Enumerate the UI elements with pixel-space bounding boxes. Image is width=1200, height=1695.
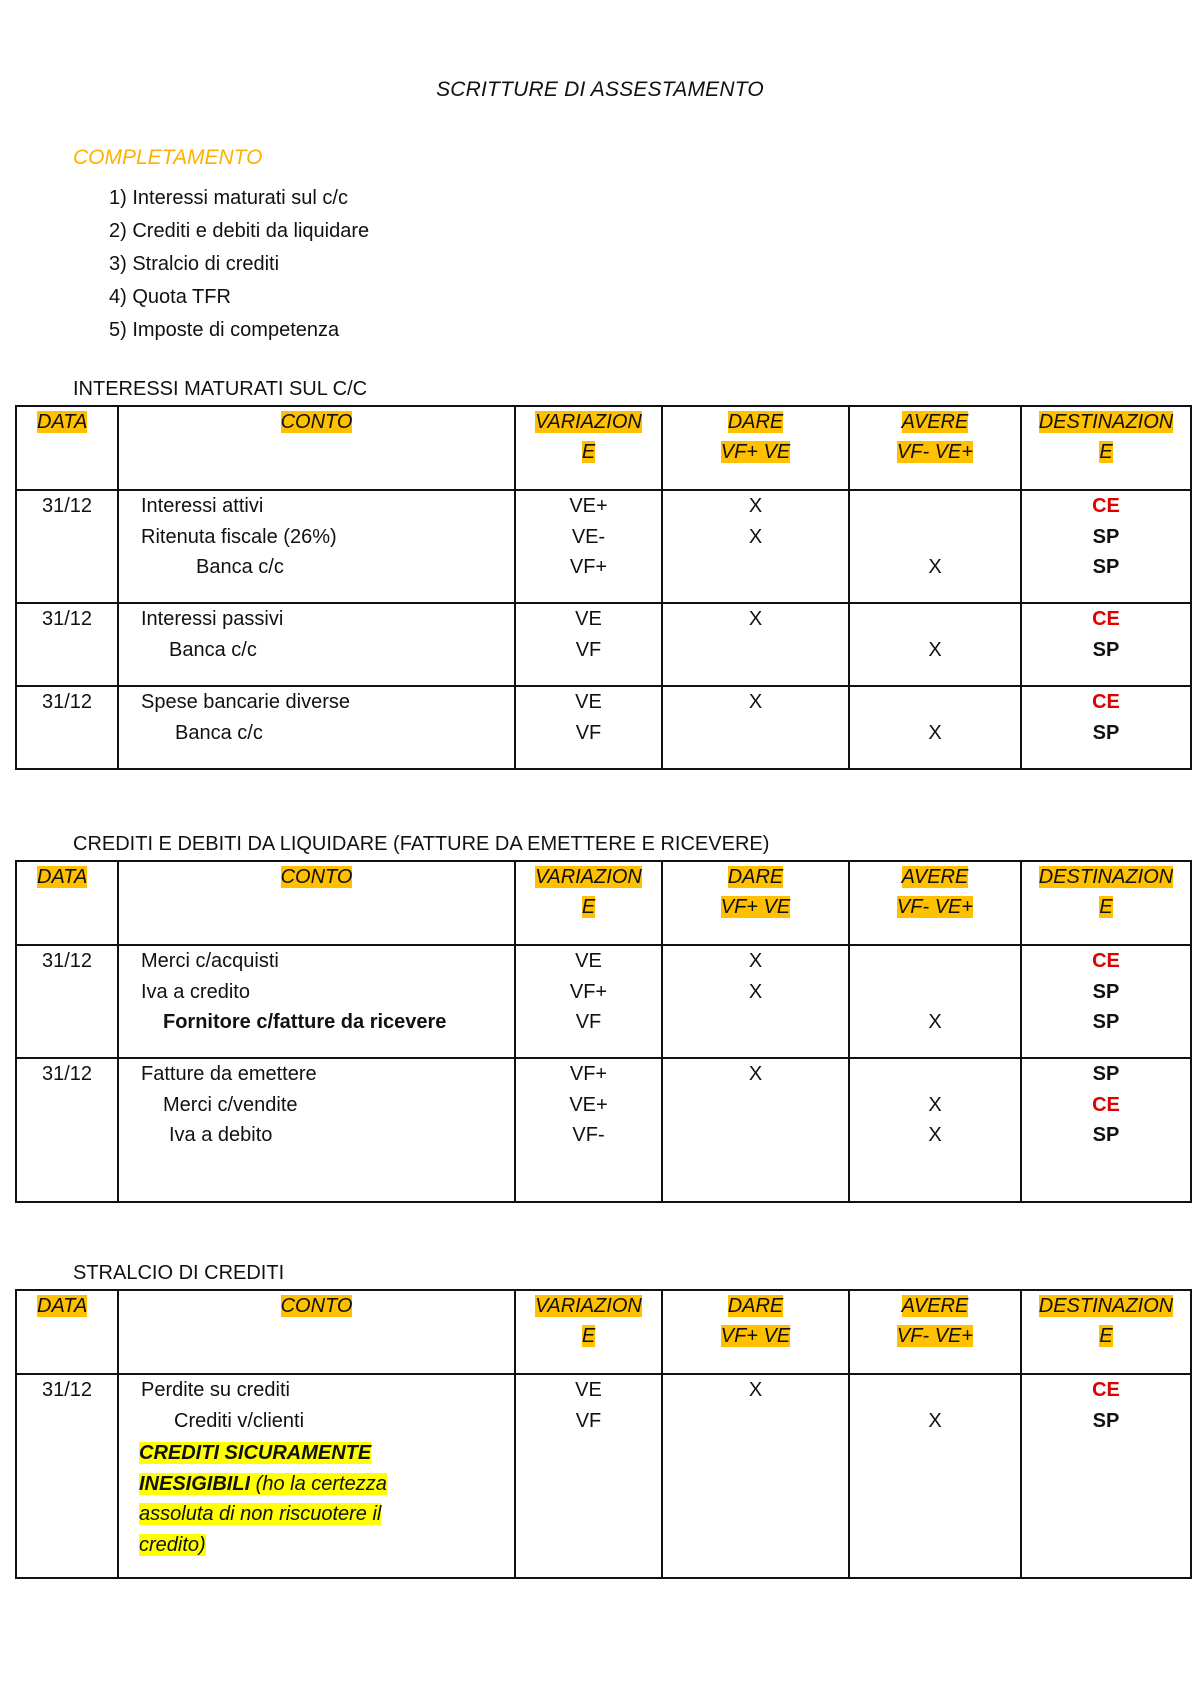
conto-line: Banca c/c [169,638,257,661]
header-avere-2: VF- VE+ [896,896,974,918]
destinazione-ce: CE [1092,1093,1120,1116]
avere-mark [850,1059,1020,1090]
header-dare-2: VF+ VE [720,896,791,918]
list-item: 5) Imposte di competenza [109,319,340,341]
completamento-heading: COMPLETAMENTO [73,146,263,169]
header-variazione-2: E [581,441,596,463]
date-cell: 31/12 [16,603,118,686]
table-row [16,945,1191,1058]
list-item: 3) Stralcio di crediti [109,253,280,275]
header-avere-2: VF- VE+ [896,441,974,463]
avere-mark: X [928,721,942,744]
dare-mark [663,718,848,749]
header-data: DATA [37,1295,88,1317]
destinazione-sp: SP [1092,1124,1120,1146]
header-destinazione: DESTINAZION [1038,1295,1174,1317]
header-avere: AVERE [901,866,969,888]
avere-mark: X [928,1124,942,1146]
variazione-value: VF [575,721,602,744]
conto-line: Iva a debito [169,1124,273,1146]
dare-mark: X [748,495,763,517]
destinazione-sp: SP [1092,1063,1120,1085]
header-avere-2: VF- VE+ [896,1325,974,1347]
destinazione-sp: SP [1092,721,1120,744]
header-avere: AVERE [901,1295,969,1317]
table-row [16,686,1191,769]
date-cell: 31/12 [16,490,118,603]
dare-mark [663,552,848,583]
header-conto: CONTO [280,866,353,888]
dare-mark: X [748,525,763,548]
table-stralcio [15,1289,1192,1579]
header-destinazione-2: E [1099,896,1113,918]
avere-mark [850,946,1020,977]
header-destinazione: DESTINAZION [1038,866,1174,888]
dare-mark: X [748,950,763,972]
header-destinazione-2: E [1099,441,1113,463]
note-text: (ho la certezza assoluta di non riscuotere il credito) [139,1472,387,1556]
table-interessi [15,405,1192,770]
date-cell: 31/12 [16,1374,118,1578]
section-title-crediti-debiti: CREDITI E DEBITI DA LIQUIDARE (FATTURE DA EMETTERE E RICEVERE) [73,833,770,855]
header-dare: DARE [727,411,784,433]
document-title: SCRITTURE DI ASSESTAMENTO [436,78,764,101]
dare-mark [663,1007,848,1038]
conto-line: Fatture da emettere [141,1063,317,1085]
conto-line: Merci c/acquisti [141,950,279,972]
conto-line: Ritenuta fiscale (26%) [141,525,337,548]
avere-mark: X [928,1093,942,1116]
table-crediti-debiti [15,860,1192,1203]
conto-line: Interessi attivi [141,495,264,517]
header-dare: DARE [727,1295,784,1317]
conto-line: Spese bancarie diverse [141,691,351,713]
conto-line: Merci c/vendite [163,1093,298,1116]
conto-line: Iva a credito [141,980,250,1003]
variazione-value: VE [575,1379,602,1401]
header-destinazione: DESTINAZION [1038,411,1174,433]
destinazione-ce: CE [1092,691,1120,713]
dare-mark: X [748,1063,763,1085]
dare-mark: X [748,608,763,630]
avere-mark: X [928,638,942,661]
destinazione-sp: SP [1092,1011,1120,1033]
date-cell: 31/12 [16,1058,118,1202]
section-title-stralcio: STRALCIO DI CREDITI [73,1262,285,1284]
conto-line: Fornitore c/fatture da ricevere [163,1011,447,1033]
header-variazione-2: E [581,896,596,918]
conto-line: Perdite su crediti [141,1379,290,1401]
table-row [16,1374,1191,1578]
variazione-value: VF [575,1409,602,1432]
header-destinazione-2: E [1099,1325,1113,1347]
avere-mark [850,491,1020,522]
variazione-value: VE [575,950,602,972]
header-conto: CONTO [280,1295,353,1317]
variazione-value: VE+ [569,495,608,517]
dare-mark: X [748,1379,763,1401]
destinazione-sp: SP [1092,556,1120,578]
destinazione-sp: SP [1092,525,1120,548]
variazione-value: VE [575,691,602,713]
date-cell: 31/12 [16,686,118,769]
dare-mark: X [748,980,763,1003]
avere-mark [850,1375,1020,1406]
list-item: 2) Crediti e debiti da liquidare [109,220,370,242]
list-item: 1) Interessi maturati sul c/c [109,187,348,209]
avere-mark: X [928,556,942,578]
avere-mark [850,522,1020,553]
destinazione-sp: SP [1092,980,1120,1003]
table-row [16,1058,1191,1202]
conto-line: Crediti v/clienti [174,1409,305,1432]
variazione-value: VF [575,638,602,661]
header-variazione: VARIAZION [535,866,642,888]
destinazione-ce: CE [1092,950,1120,972]
section-title-interessi: INTERESSI MATURATI SUL C/C [73,378,368,400]
header-variazione: VARIAZION [535,411,642,433]
variazione-value: VE [575,608,602,630]
avere-mark [850,687,1020,718]
variazione-value: VF [575,1011,602,1033]
destinazione-sp: SP [1092,638,1120,661]
header-data: DATA [37,866,88,888]
header-dare-2: VF+ VE [720,441,791,463]
date-cell: 31/12 [16,945,118,1058]
avere-mark [850,604,1020,635]
variazione-value: VF+ [569,1063,608,1085]
header-data: DATA [37,411,88,433]
table-header-row [16,861,1191,945]
variazione-value: VF+ [569,556,608,578]
variazione-value: VF+ [569,980,608,1003]
dare-mark [663,1406,848,1437]
table-header-row [16,406,1191,490]
conto-line: Banca c/c [175,721,263,744]
inesigibili-note [119,1438,394,1560]
header-variazione: VARIAZION [535,1295,642,1317]
dare-mark [663,1090,848,1121]
conto-line: Interessi passivi [141,608,284,630]
header-dare-2: VF+ VE [720,1325,791,1347]
variazione-value: VF- [572,1124,605,1146]
destinazione-ce: CE [1092,608,1120,630]
destinazione-ce: CE [1092,495,1120,517]
table-header-row [16,1290,1191,1374]
dare-mark [663,1120,848,1151]
header-dare: DARE [727,866,784,888]
list-item: 4) Quota TFR [109,286,231,308]
table-row [16,603,1191,686]
dare-mark: X [748,691,763,713]
avere-mark: X [928,1011,942,1033]
header-avere: AVERE [901,411,969,433]
avere-mark [850,977,1020,1008]
header-conto: CONTO [280,411,353,433]
avere-mark: X [928,1409,942,1432]
dare-mark [663,635,848,666]
destinazione-ce: CE [1092,1379,1120,1401]
table-row [16,490,1191,603]
note-bold-text: CREDITI SICURAMENTE INESIGIBILI [139,1442,372,1495]
completamento-list [109,182,369,347]
variazione-value: VE+ [569,1093,608,1116]
variazione-value: VE- [571,525,606,548]
conto-line: Banca c/c [196,556,284,578]
destinazione-sp: SP [1092,1409,1120,1432]
header-variazione-2: E [581,1325,596,1347]
